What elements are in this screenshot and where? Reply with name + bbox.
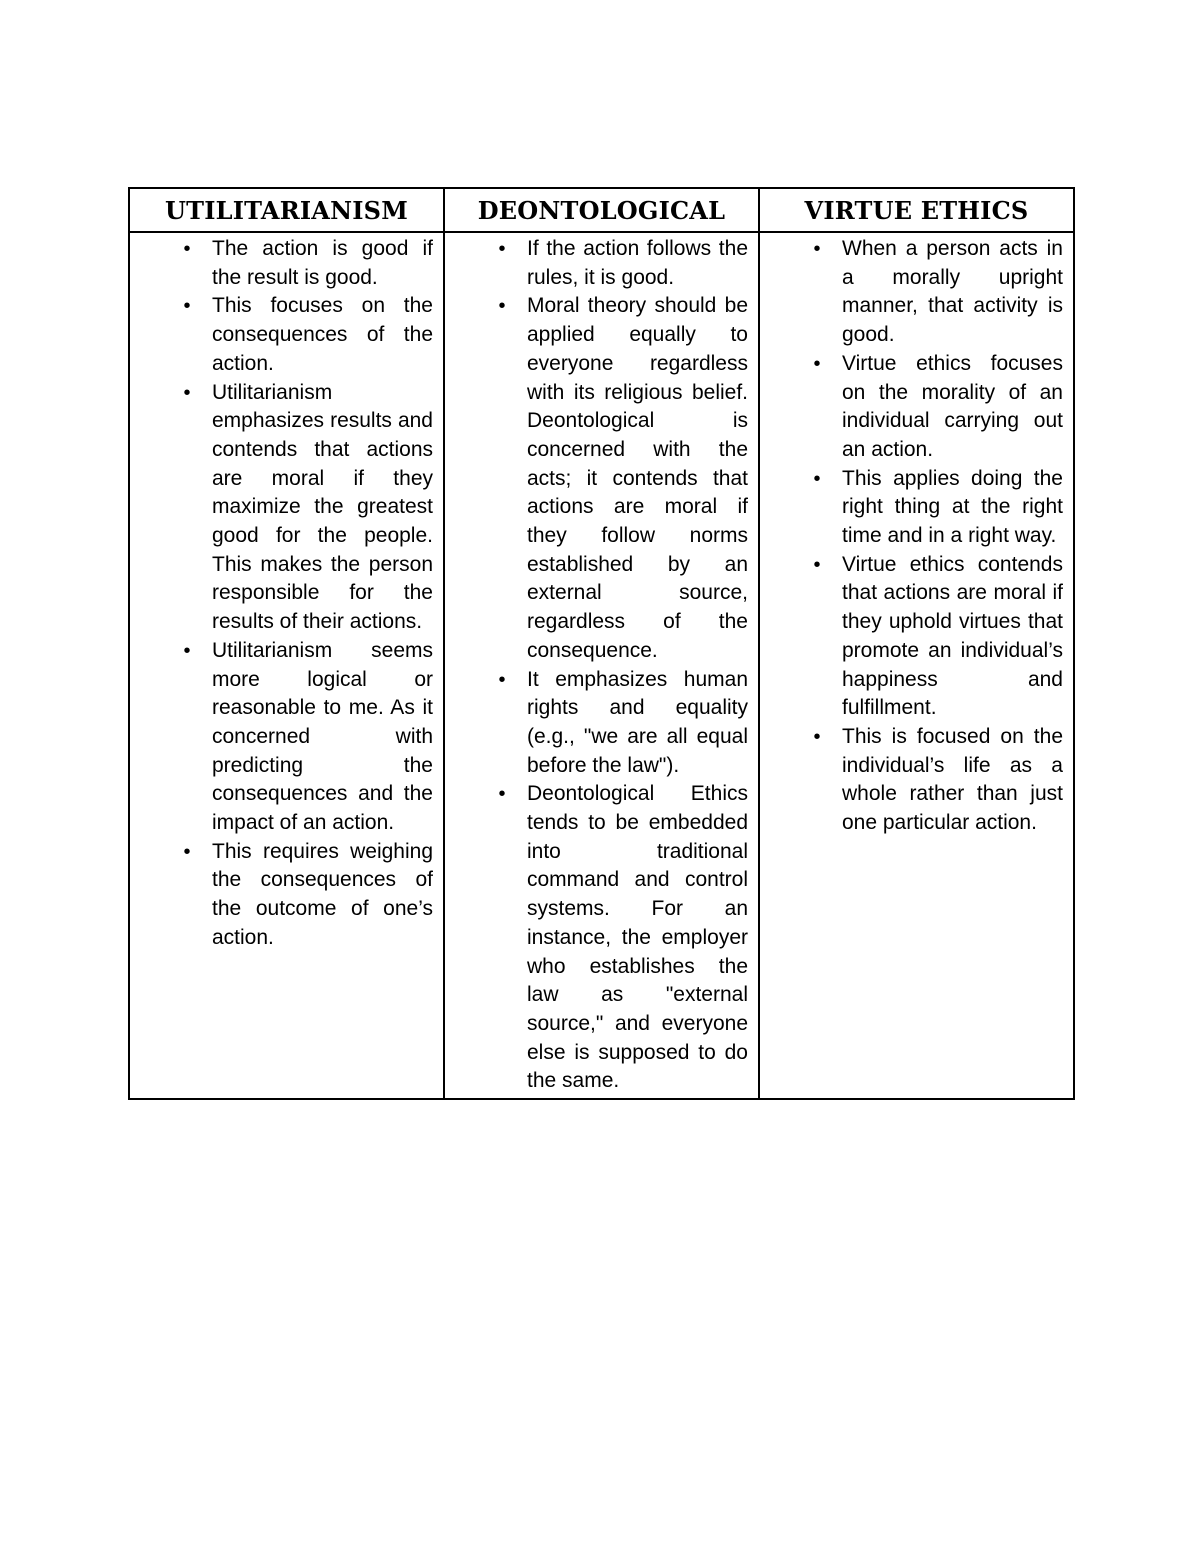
bullet-icon: • — [183, 238, 191, 260]
list-item: • This focuses on the consequences of the action. — [142, 292, 433, 378]
bullet-icon: • — [813, 467, 821, 490]
bullet-icon: • — [183, 840, 191, 863]
column-heading-utilitarianism: UTILITARIANISM — [129, 188, 444, 232]
bullet-icon: • — [183, 295, 191, 318]
list-item: • The action is good if the result is good. — [142, 235, 433, 292]
list-item: • Moral theory should be applied equally to everyone regardless with its religious belief. Deontological is concerned with the acts; it contends that actions are moral if they follow norms established by an external source, regardless of the consequence. — [457, 292, 748, 665]
bullet-icon: • — [813, 238, 821, 260]
virtue-ethics-list — [772, 235, 1063, 838]
deontological-list — [457, 235, 748, 1096]
bullet-icon: • — [498, 783, 506, 806]
list-item: • This is focused on the individual’s life as a whole rather than just one particular action. — [772, 723, 1063, 838]
table-body-row — [129, 232, 1074, 1099]
ethics-comparison-table — [128, 187, 1075, 1100]
bullet-icon: • — [498, 295, 506, 318]
bullet-icon: • — [183, 639, 191, 662]
bullet-icon: • — [498, 238, 506, 260]
list-item: • It emphasizes human rights and equality (e.g., "we are all equal before the law"). — [457, 666, 748, 781]
cell-utilitarianism — [129, 232, 444, 1099]
list-item: • Utilitarianism emphasizes results and contends that actions are moral if they maximize the greatest good for the people. This makes the person responsible for the results of their actions. — [142, 379, 433, 637]
list-item: • When a person acts in a morally upright manner, that activity is good. — [772, 235, 1063, 350]
bullet-icon: • — [498, 668, 506, 691]
list-item: • Deontological Ethics tends to be embedded into traditional command and control systems. For an instance, the employer who establishes the law as "external source," and everyone else is supposed to do the same. — [457, 780, 748, 1096]
list-item: • Virtue ethics focuses on the morality of an individual carrying out an action. — [772, 350, 1063, 465]
column-heading-virtue-ethics: VIRTUE ETHICS — [759, 188, 1074, 232]
bullet-icon: • — [813, 725, 821, 748]
table-header-row — [129, 188, 1074, 232]
list-item: • Virtue ethics contends that actions are moral if they uphold virtues that promote an individual’s happiness and fulfillment. — [772, 551, 1063, 723]
list-item: • If the action follows the rules, it is good. — [457, 235, 748, 292]
bullet-icon: • — [183, 381, 191, 404]
list-item: • Utilitarianism seems more logical or reasonable to me. As it concerned with predicting the consequences and the impact of an action. — [142, 637, 433, 838]
list-item: • This applies doing the right thing at the right time and in a right way. — [772, 465, 1063, 551]
bullet-icon: • — [813, 352, 821, 375]
cell-virtue-ethics — [759, 232, 1074, 1099]
column-heading-deontological: DEONTOLOGICAL — [444, 188, 759, 232]
cell-deontological — [444, 232, 759, 1099]
bullet-icon: • — [813, 553, 821, 576]
list-item: • This requires weighing the consequences of the outcome of one’s action. — [142, 838, 433, 953]
utilitarianism-list — [142, 235, 433, 953]
